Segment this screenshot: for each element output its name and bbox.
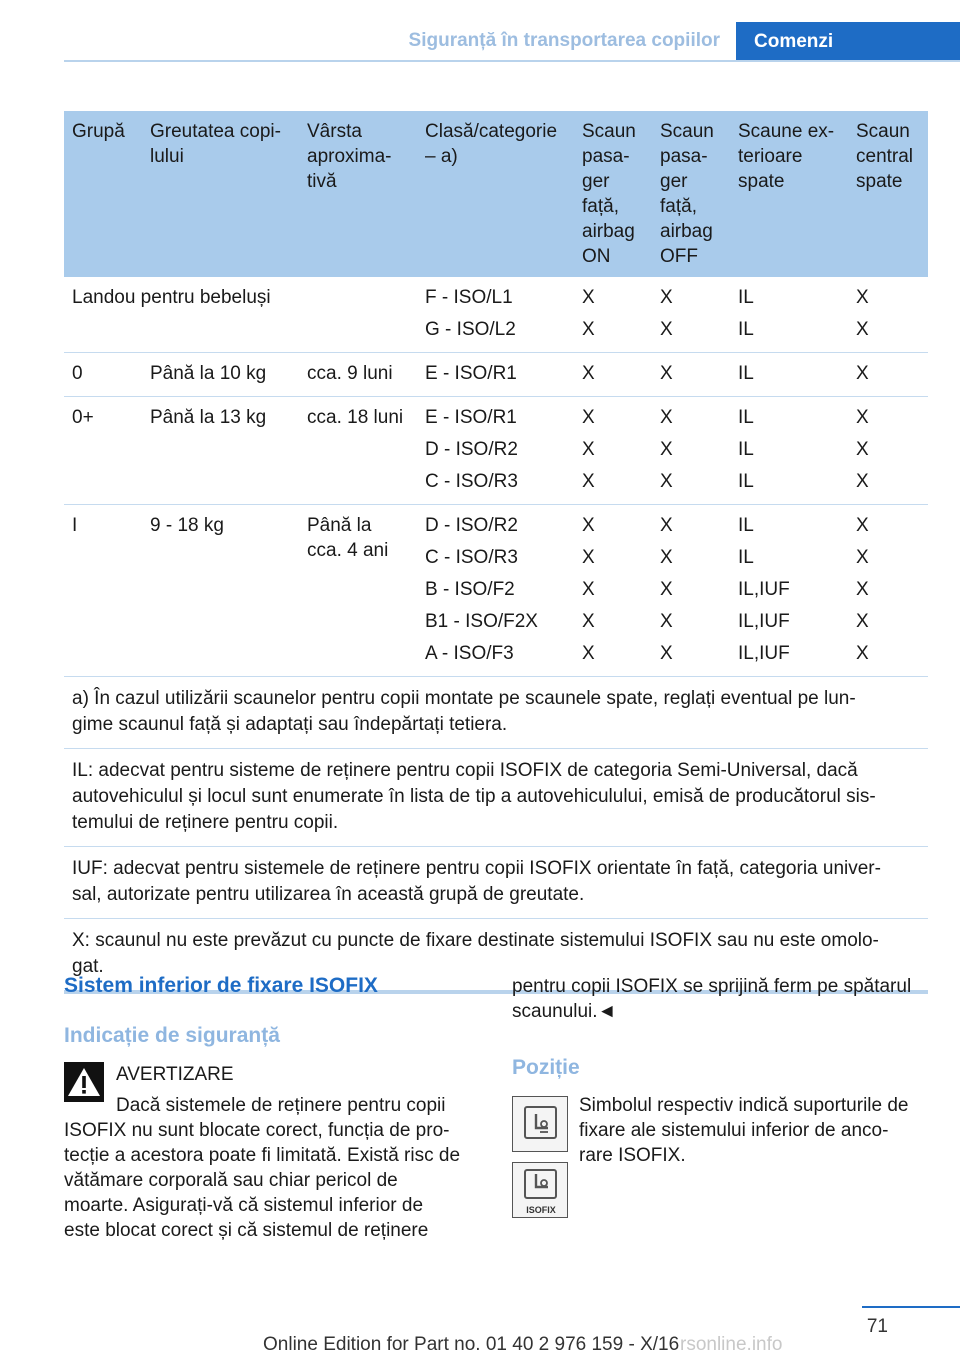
classes-cell: [417, 505, 574, 677]
front-off-cell: [652, 505, 730, 677]
age-cell: cca. 18 luni: [299, 397, 417, 505]
front-on-cell: [574, 353, 652, 397]
column-header: Grupă: [64, 111, 142, 277]
table-row: [64, 277, 928, 353]
cell-value: C - ISO/R3: [425, 547, 518, 568]
isofix-symbol-icon: [512, 1162, 568, 1218]
front-off-cell: [652, 353, 730, 397]
cell-value: X: [660, 611, 673, 632]
cell-value: X: [660, 439, 673, 460]
weight-cell: Până la 10 kg: [142, 353, 299, 397]
cell-value: X: [582, 579, 595, 600]
cell-value: X: [660, 515, 673, 536]
age-cell: Până la cca. 4 ani: [299, 505, 417, 677]
isofix-symbol-label: ISOFIX: [526, 1205, 556, 1215]
cell-value: X: [660, 547, 673, 568]
cell-value: X: [582, 319, 595, 340]
cell-value: A - ISO/F3: [425, 643, 514, 664]
page-number: 71: [866, 1316, 888, 1337]
cell-value: X: [856, 611, 869, 632]
table-note-row: [64, 677, 928, 749]
cell-value: IL: [738, 547, 754, 568]
classes-cell: [417, 353, 574, 397]
cell-value: X: [660, 287, 673, 308]
column-header: Scaun central spate: [848, 111, 928, 277]
rear-outer-cell: [730, 277, 848, 353]
footer-divider: [862, 1306, 960, 1308]
cell-value: X: [856, 287, 869, 308]
cell-value: X: [856, 547, 869, 568]
cell-value: X: [582, 611, 595, 632]
rear-center-cell: [848, 505, 928, 677]
cell-value: IL,IUF: [738, 643, 790, 664]
cell-value: IL,IUF: [738, 611, 790, 632]
rear-outer-cell: [730, 505, 848, 677]
rear-center-cell: [848, 277, 928, 353]
rear-outer-cell: [730, 353, 848, 397]
cell-value: X: [856, 515, 869, 536]
cell-value: X: [856, 439, 869, 460]
front-off-cell: [652, 277, 730, 353]
cell-value: IL: [738, 363, 754, 384]
cell-value: B1 - ISO/F2X: [425, 611, 538, 632]
cell-value: X: [660, 407, 673, 428]
group-cell: 0+: [64, 397, 142, 505]
warning-body: ISOFIX nu sunt blocate corect, funcția de pro- tecție a acestora poate fi limitată. Există risc de vătămare corporală sau chiar pericol de moarte. Asigurați-vă că sistemul inferior de este blocat corect și că sistemul de reținere: [64, 1120, 461, 1241]
position-description: Simbolul respectiv indică suporturile de fixare ale sistemului inferior de anco- rare ISOFIX.: [579, 1095, 909, 1166]
cell-value: X: [856, 319, 869, 340]
column-header: Scaun pasa- ger față, airbag OFF: [652, 111, 730, 277]
cell-value: X: [856, 579, 869, 600]
cell-value: X: [660, 643, 673, 664]
table-note: a) În cazul utilizării scaunelor pentru copii montate pe scaunele spate, reglați eventual pe lun- gime scaunul față și adaptați sau îndepărtați tetiera.: [64, 677, 928, 749]
table-row: [64, 505, 928, 677]
warning-continuation: pentru copii ISOFIX se sprijină ferm pe spătarul scaunului.◄: [512, 976, 912, 1022]
isofix-seat-icon: [512, 1096, 568, 1152]
table-note: IL: adecvat pentru sisteme de reținere pentru copii ISOFIX de categoria Semi-Universal, dacă autovehiculul și locul sunt enumerate în lista de tip a autovehiculului, emisă de producătorul sis- temului de reținere pentru copii.: [64, 749, 928, 847]
cell-value: E - ISO/R1: [425, 363, 517, 384]
group-cell: 0: [64, 353, 142, 397]
cell-value: X: [660, 319, 673, 340]
cell-value: IL: [738, 439, 754, 460]
cell-value: X: [582, 515, 595, 536]
rear-center-cell: [848, 353, 928, 397]
front-on-cell: [574, 277, 652, 353]
cell-value: IL: [738, 515, 754, 536]
cell-value: G - ISO/L2: [425, 319, 516, 340]
isofix-table: [64, 111, 928, 994]
cell-value: X: [660, 363, 673, 384]
classes-cell: [417, 277, 574, 353]
cell-value: X: [660, 471, 673, 492]
front-on-cell: [574, 505, 652, 677]
section-heading: Sistem inferior de fixare ISOFIX: [64, 974, 378, 997]
cell-value: IL: [738, 407, 754, 428]
cell-value: X: [582, 547, 595, 568]
watermark: rsonline.info: [680, 1334, 783, 1355]
warning-lead: Dacă sistemele de reținere pentru copii: [116, 1095, 446, 1116]
table-note-row: [64, 847, 928, 919]
cell-value: X: [582, 439, 595, 460]
cell-value: X: [856, 471, 869, 492]
warning-label: AVERTIZARE: [116, 1064, 234, 1085]
table-note: X: scaunul nu este prevăzut cu puncte de fixare destinate sistemului ISOFIX sau nu este omolo- gat.: [64, 919, 928, 993]
cell-value: X: [856, 643, 869, 664]
column-header: Clasă/categorie – a): [417, 111, 574, 277]
edition-note: Online Edition for Part no. 01 40 2 976 159 - X/16: [263, 1334, 680, 1355]
cell-value: D - ISO/R2: [425, 439, 518, 460]
column-header: Scaun pasa- ger față, airbag ON: [574, 111, 652, 277]
table-row: [64, 397, 928, 505]
cell-value: E - ISO/R1: [425, 407, 517, 428]
cell-value: F - ISO/L1: [425, 287, 513, 308]
cell-value: X: [856, 407, 869, 428]
cell-value: IL: [738, 471, 754, 492]
cell-value: IL,IUF: [738, 579, 790, 600]
column-header: Vârsta aproxima- tivă: [299, 111, 417, 277]
cell-value: X: [582, 471, 595, 492]
front-on-cell: [574, 397, 652, 505]
age-cell: cca. 9 luni: [299, 353, 417, 397]
cell-value: X: [582, 407, 595, 428]
cell-value: B - ISO/F2: [425, 579, 515, 600]
table-row: [64, 353, 928, 397]
rear-outer-cell: [730, 397, 848, 505]
header-divider: [64, 60, 960, 62]
cell-value: D - ISO/R2: [425, 515, 518, 536]
column-header: Greutatea copi- lului: [142, 111, 299, 277]
cell-value: X: [660, 579, 673, 600]
rear-center-cell: [848, 397, 928, 505]
position-subheading: Poziție: [512, 1056, 580, 1079]
weight-cell: 9 - 18 kg: [142, 505, 299, 677]
running-header-section: Siguranță în transportarea copiilor: [408, 30, 720, 51]
cell-value: IL: [738, 319, 754, 340]
column-header: Scaune ex- terioare spate: [730, 111, 848, 277]
table-note: IUF: adecvat pentru sistemele de reținere pentru copii ISOFIX orientate în față, categoria univer- sal, autorizate pentru utilizarea în această grupă de greutate.: [64, 847, 928, 919]
chapter-tab: Comenzi: [736, 22, 960, 62]
cell-value: C - ISO/R3: [425, 471, 518, 492]
front-off-cell: [652, 397, 730, 505]
table-header-row: [64, 111, 928, 277]
cell-value: X: [582, 643, 595, 664]
cell-value: IL: [738, 287, 754, 308]
cell-value: X: [582, 287, 595, 308]
weight-cell: Până la 13 kg: [142, 397, 299, 505]
table-note-row: [64, 749, 928, 847]
warning-triangle-icon: [64, 1062, 104, 1102]
group-cell: I: [64, 505, 142, 677]
classes-cell: [417, 397, 574, 505]
group-cell: Landou pentru bebeluși: [64, 277, 417, 353]
cell-value: X: [856, 363, 869, 384]
safety-subheading: Indicație de siguranță: [64, 1024, 280, 1047]
cell-value: X: [582, 363, 595, 384]
